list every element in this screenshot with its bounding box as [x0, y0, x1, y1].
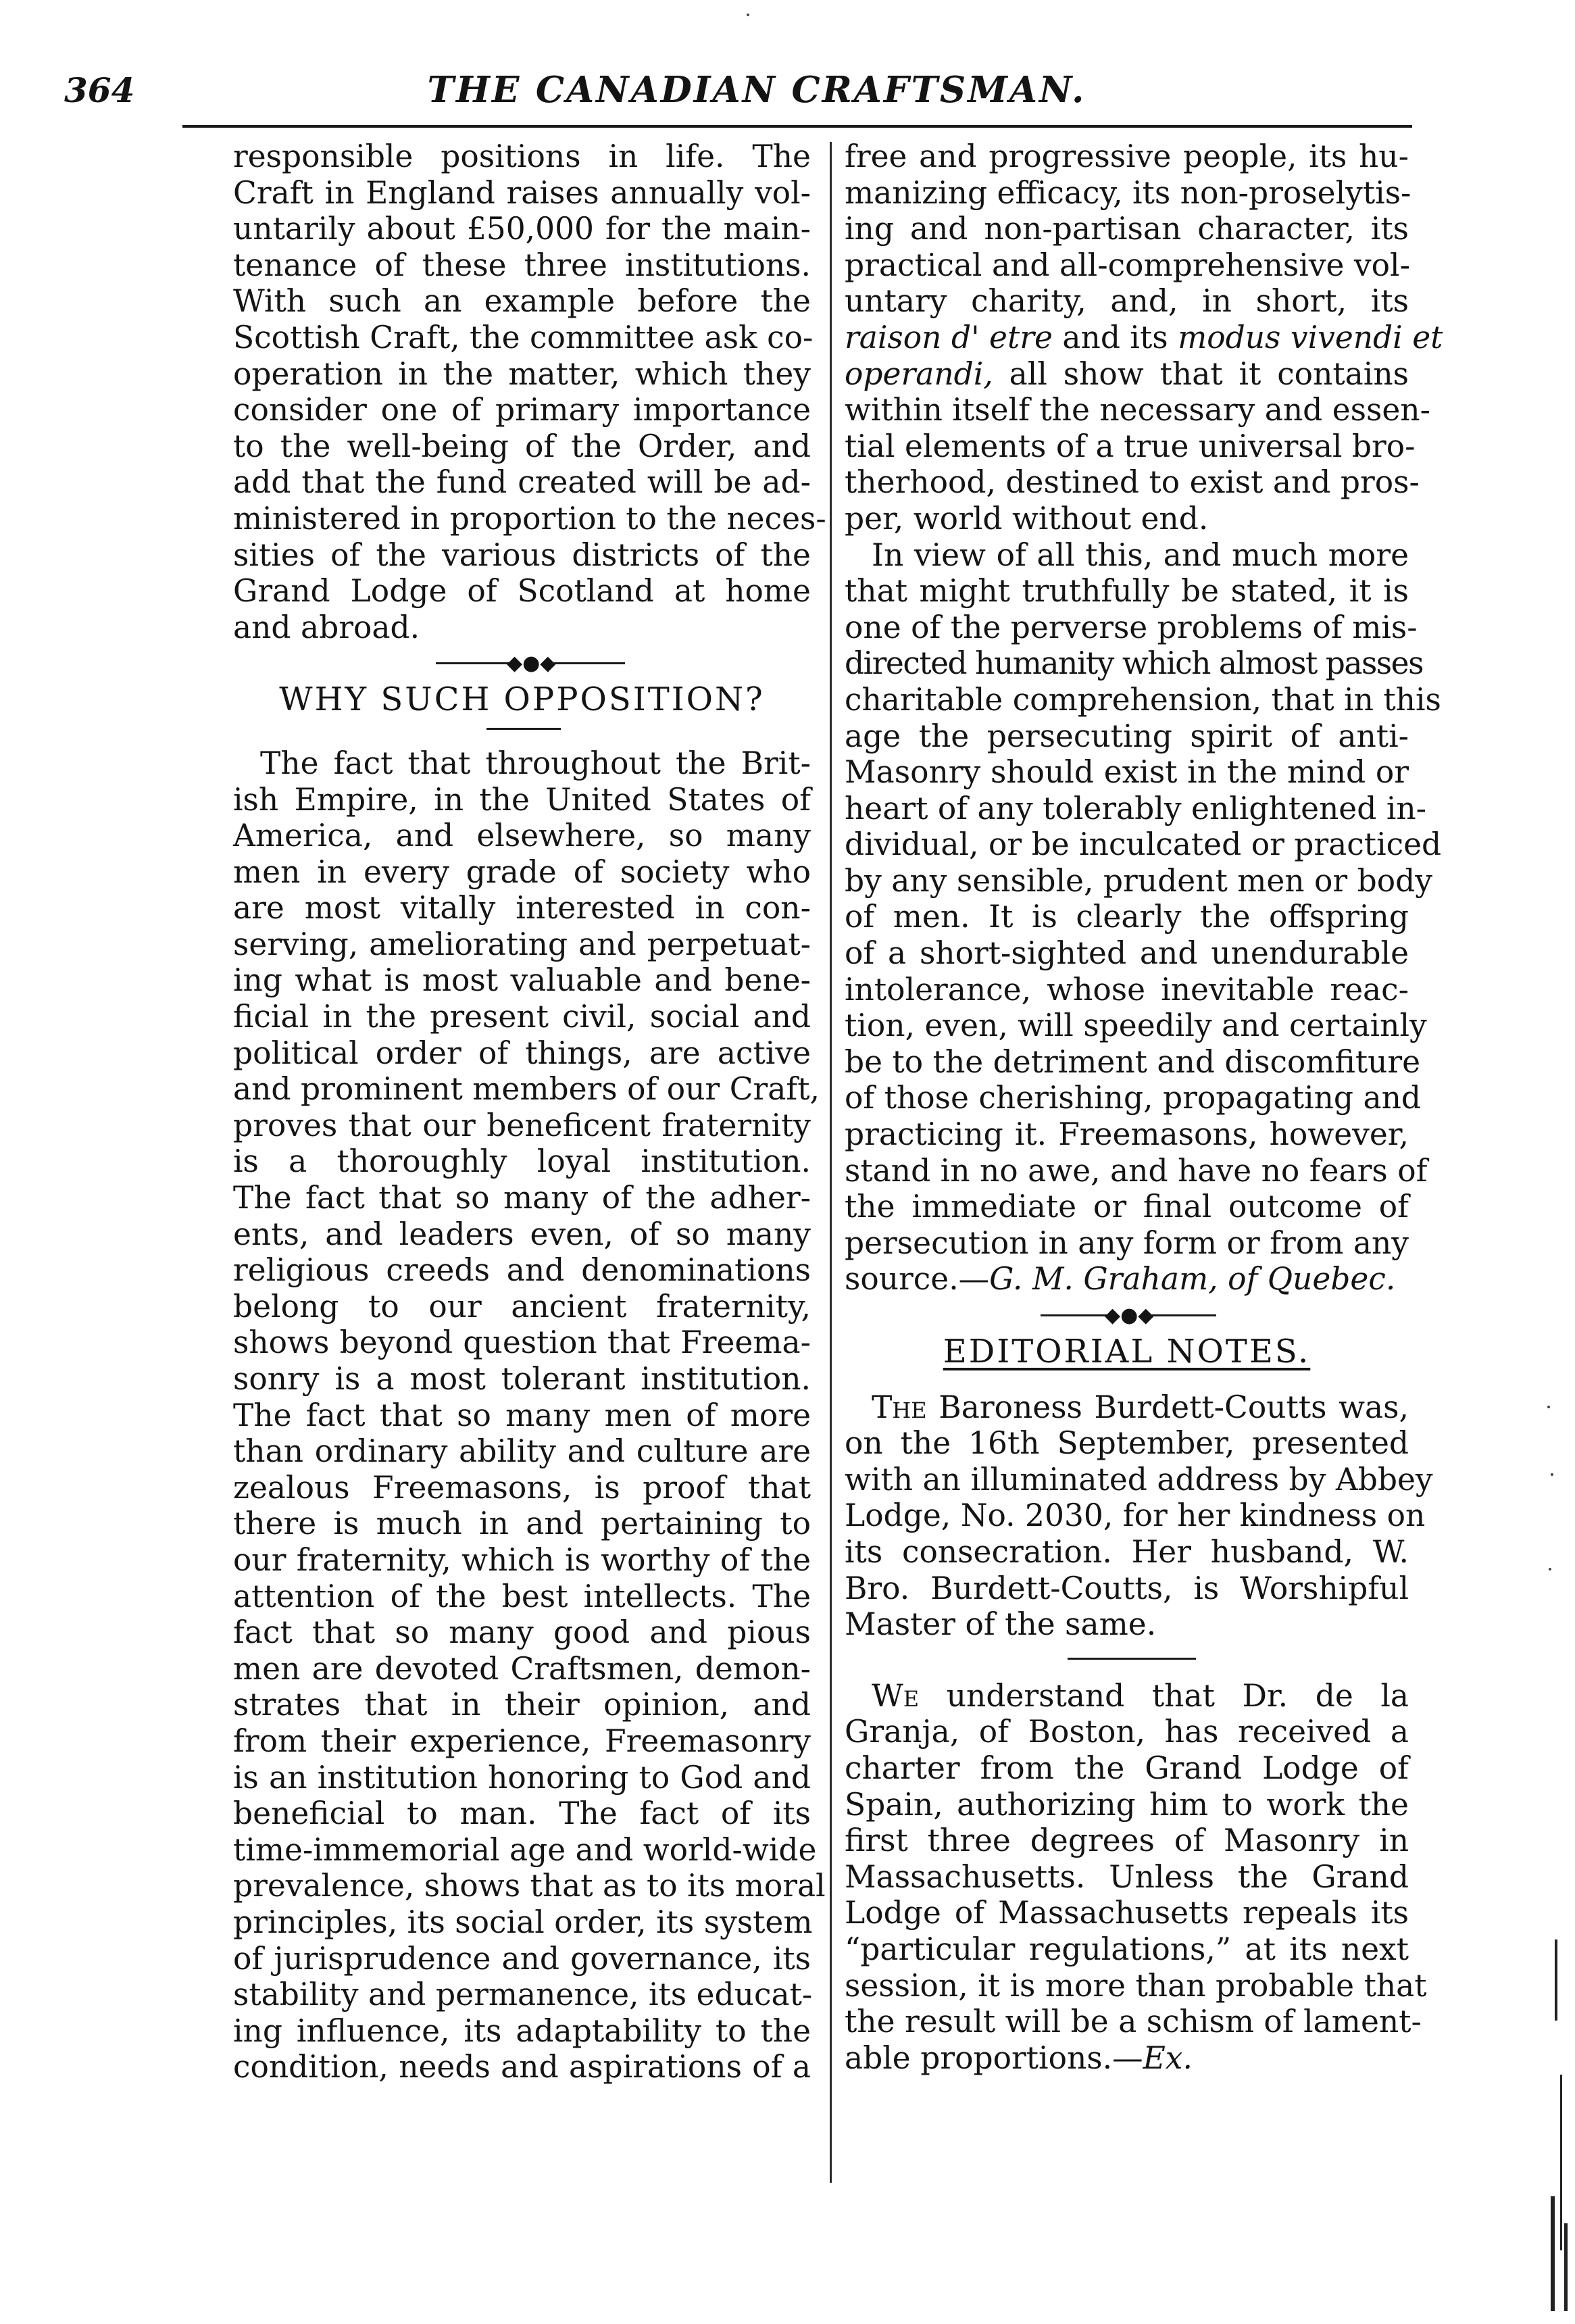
editorial-heading: EDITORIAL NOTES. [943, 1333, 1311, 1370]
text-line: the immediate or final outcome of [845, 1189, 1409, 1225]
text-line: charter from the Grand Lodge of [845, 1750, 1409, 1786]
scan-speck [1551, 1473, 1553, 1476]
text-line: strates that in their opinion, and [233, 1687, 811, 1723]
text-line: to the well-being of the Order, and [233, 428, 811, 464]
text-line: untary charity, and, in short, its [845, 283, 1409, 320]
running-title: THE CANADIAN CRAFTSMAN. [427, 69, 1086, 111]
article-paragraph [233, 745, 826, 2085]
text-line: Scottish Craft, the committee ask co- [233, 319, 814, 355]
lead-word: We [872, 1677, 920, 1714]
text-line: from their experience, Freemasonry [233, 1723, 811, 1759]
section-separator [845, 1297, 1409, 1334]
source-attribution: Ex. [1143, 2039, 1193, 2076]
text-line: serving, ameliorating and perpetuat- [233, 926, 811, 962]
text-line: The fact that throughout the Brit- [260, 745, 811, 781]
text-line: tion, even, will speedily and certainly [845, 1008, 1427, 1044]
text-line: ing what is most valuable and bene- [233, 962, 811, 999]
lead-word: The [872, 1389, 927, 1425]
page-header [64, 65, 1449, 126]
scan-speck [1549, 1568, 1551, 1571]
text-line: raison d' etre and its modus vivendi et [845, 319, 1443, 355]
header-rule [182, 125, 1412, 128]
text-line: The Baroness Burdett-Coutts was, [872, 1389, 1409, 1425]
note-separator [845, 1643, 1409, 1678]
text-line: operandi, all show that it contains [845, 355, 1409, 392]
text-line: age the persecuting spirit of anti- [845, 718, 1409, 754]
text-line: With such an example before the [233, 283, 811, 320]
text-line: and abroad. [233, 609, 420, 645]
text-line: belong to our ancient fraternity, [233, 1288, 811, 1325]
text-line: of men. It is clearly the offspring [845, 899, 1409, 935]
text-line: free and progressive people, its hu- [845, 139, 1409, 174]
text-line: are most vitally interested in con- [233, 890, 811, 926]
text-line: beneficial to man. The fact of its [233, 1796, 811, 1832]
text-line: The fact that so many of the adher- [233, 1180, 811, 1216]
text-line: men in every grade of society who [233, 854, 811, 890]
latin-phrase: modus vivendi et [1178, 319, 1443, 355]
text-line: the result will be a schism of lament- [845, 2004, 1422, 2040]
author-signature: G. M. Graham, of Quebec. [989, 1261, 1396, 1297]
text-line: able proportions.—Ex. [845, 2039, 1193, 2076]
ornament-icon: ◆●◆ [1105, 1304, 1154, 1327]
text-line: untarily about £50,000 for the main- [233, 211, 811, 247]
text-line: condition, needs and aspirations of a [233, 2049, 811, 2085]
text-line: first three degrees of Masonry in [845, 1823, 1409, 1859]
text-line: stability and permanence, its educat- [233, 1977, 813, 2013]
editorial-note-2 [845, 1677, 1427, 2077]
text-line: ish Empire, in the United States of [233, 781, 811, 818]
intro-paragraph [233, 139, 826, 645]
text-line: responsible positions in life. The [233, 139, 811, 174]
text-line: practical and all-comprehensive vol- [845, 247, 1410, 283]
text-line: therhood, destined to exist and pros- [845, 464, 1420, 501]
continued-paragraph [845, 139, 1443, 537]
text-line: add that the fund created will be ad- [233, 464, 811, 501]
text-line: Master of the same. [845, 1606, 1157, 1643]
right-column [845, 139, 1443, 2076]
text-line: consider one of primary importance [233, 392, 811, 428]
text-line: there is much in and pertaining to [233, 1506, 811, 1542]
text-line: ministered in proportion to the neces- [233, 500, 826, 537]
text-line: Spain, authorizing him to work the [845, 1786, 1409, 1823]
text-line: The fact that so many men of more [233, 1397, 811, 1433]
text-line: ing and non-partisan character, its [845, 211, 1409, 247]
text-line: within itself the necessary and essen- [845, 392, 1430, 428]
text-line: Grand Lodge of Scotland at home [233, 573, 811, 610]
text-line: “particular regulations,” at its next [845, 1931, 1409, 1967]
text-line: Craft in England raises annually vol- [233, 174, 811, 211]
text-line: be to the detriment and discomfiture [845, 1043, 1421, 1080]
text-line: its consecration. Her husband, W. [845, 1533, 1409, 1570]
latin-phrase: operandi, [845, 355, 993, 392]
text-line: one of the perverse problems of mis- [845, 609, 1418, 645]
text-line: Lodge of Massachusetts repeals its [845, 1895, 1409, 1931]
text-line: directed humanity which almost passes [845, 645, 1423, 682]
left-column [233, 139, 826, 2085]
text-line: men are devoted Craftsmen, demon- [233, 1650, 811, 1687]
text-line: America, and elsewhere, so many [233, 818, 811, 854]
text-line: session, it is more than probable that [845, 1967, 1427, 2004]
text-line: on the 16th September, presented [845, 1425, 1409, 1462]
text-line: per, world without end. [845, 500, 1209, 537]
text-line: principles, its social order, its system [233, 1904, 813, 1940]
text-line: shows beyond question that Freema- [233, 1325, 811, 1361]
text-line: religious creeds and denominations [233, 1252, 811, 1289]
text-line: Granja, of Boston, has received a [845, 1714, 1409, 1750]
scan-speck [747, 14, 749, 16]
text-line: of those cherishing, propagating and [845, 1080, 1422, 1116]
text-line: prevalence, shows that as to its moral [233, 1868, 826, 1904]
text-line: ing influence, its adaptability to the [233, 2012, 811, 2049]
text-line: sities of the various districts of the [233, 537, 811, 573]
column-divider [830, 142, 832, 2183]
section-separator [233, 645, 811, 682]
text-line: attention of the best intellects. The [233, 1578, 811, 1614]
text-line: Lodge, No. 2030, for her kindness on [845, 1498, 1426, 1534]
text-line: In view of all this, and much more [872, 537, 1409, 573]
text-line: operation in the matter, which they [233, 355, 811, 392]
page-number: 364 [64, 70, 135, 110]
text-line: our fraternity, which is worthy of the [233, 1541, 811, 1578]
text-line: with an illuminated address by Abbey [845, 1461, 1433, 1498]
text-line: We understand that Dr. de la [872, 1677, 1409, 1714]
text-line: fact that so many good and pious [233, 1614, 811, 1651]
paragraph-2 [845, 537, 1442, 1297]
text-line: of jurisprudence and governance, its [233, 1940, 811, 1977]
text-line: zealous Freemasons, is proof that [233, 1469, 811, 1506]
text-line: Bro. Burdett-Coutts, is Worshipful [845, 1570, 1409, 1606]
text-line: and prominent members of our Craft, [233, 1071, 820, 1108]
text-line: practicing it. Freemasons, however, [845, 1116, 1409, 1153]
text-line: manizing efficacy, its non-proselytis- [845, 174, 1411, 211]
text-line: proves that our beneficent fraternity [233, 1107, 811, 1143]
text-line: Masonry should exist in the mind or [845, 754, 1409, 791]
text-line: charitable comprehension, that in this [845, 681, 1441, 718]
heading-underline [233, 718, 811, 745]
text-line: Massachusetts. Unless the Grand [845, 1858, 1409, 1895]
text-line: is an institution honoring to God and [233, 1759, 811, 1796]
text-line: ents, and leaders even, of so many [233, 1216, 811, 1252]
ornament-icon: ◆●◆ [507, 651, 556, 676]
signature-line: source.—G. M. Graham, of Quebec. [845, 1261, 1396, 1297]
text-line: ficial in the present civil, social and [233, 999, 811, 1035]
text-line: tial elements of a true universal bro- [845, 428, 1416, 464]
text-line: sonry is a most tolerant institution. [233, 1361, 811, 1397]
text-line: political order of things, are active [233, 1035, 811, 1071]
text-line: heart of any tolerably enlightened in- [845, 790, 1427, 826]
text-line: than ordinary ability and culture are [233, 1433, 811, 1470]
article-heading: WHY SUCH OPPOSITION? [279, 681, 765, 719]
text-line: persecution in any form or from any [845, 1225, 1409, 1261]
text-line: dividual, or be inculcated or practiced [845, 826, 1442, 863]
text-line: time-immemorial age and world-wide [233, 1831, 817, 1868]
scan-edge-marks [1534, 1939, 1575, 2318]
text-line: stand in no awe, and have no fears of [845, 1152, 1428, 1189]
editorial-note-1 [845, 1389, 1433, 1643]
latin-phrase: raison d' etre [845, 319, 1053, 355]
text-line: that might truthfully be stated, it is [845, 573, 1409, 610]
text-line: tenance of these three institutions. [233, 247, 811, 283]
text-line: is a thoroughly loyal institution. [233, 1143, 811, 1180]
text-line: of a short-sighted and unendurable [845, 935, 1409, 972]
scan-speck [1547, 1406, 1550, 1408]
text-line: by any sensible, prudent men or body [845, 862, 1432, 899]
text-line: intolerance, whose inevitable reac- [845, 971, 1409, 1008]
